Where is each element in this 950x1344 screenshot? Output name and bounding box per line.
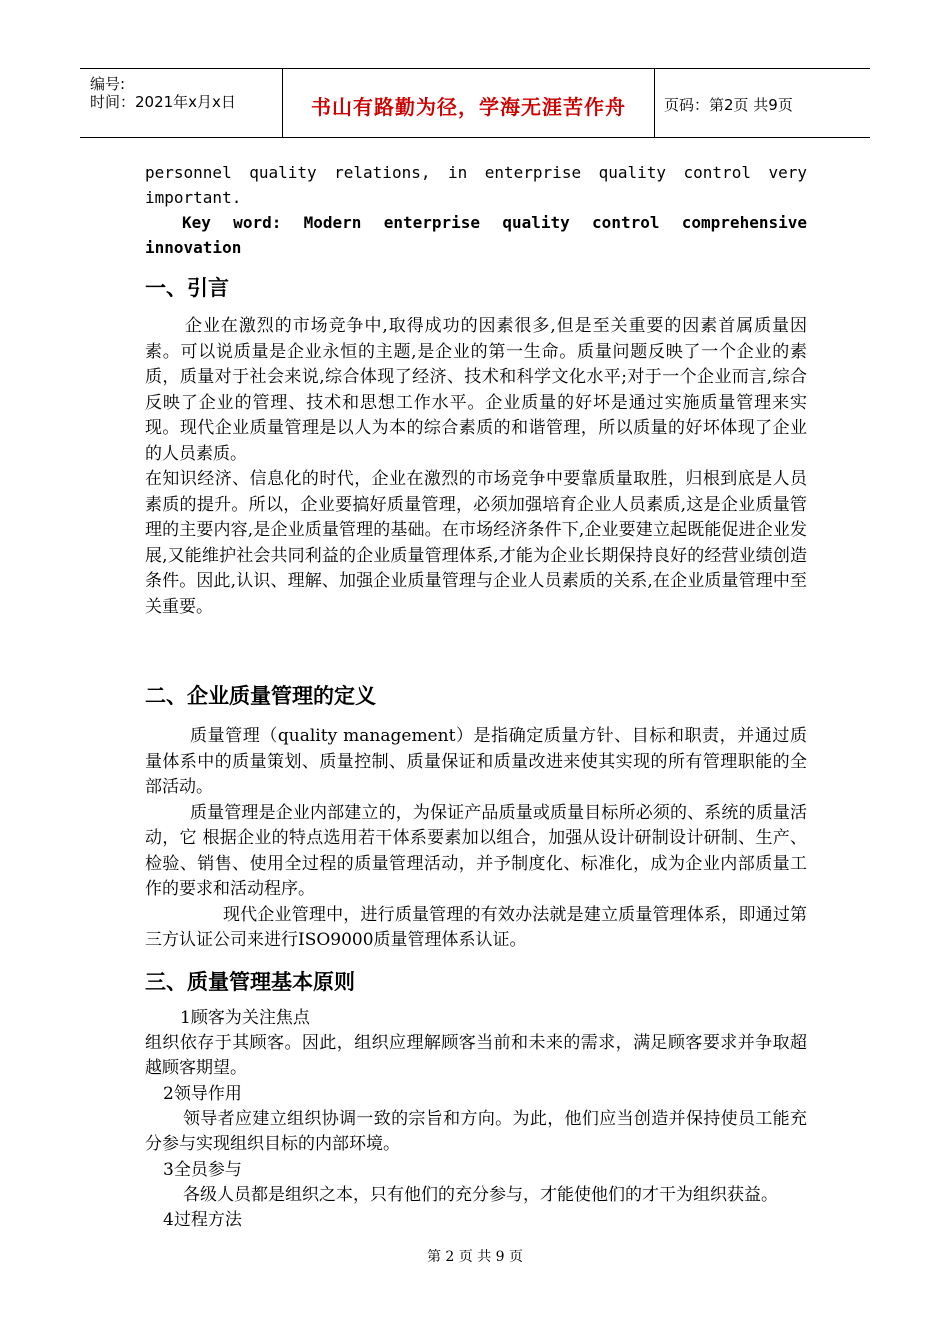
section-heading-definition: 二、企业质量管理的定义 bbox=[145, 684, 376, 708]
header-meta-cell bbox=[80, 69, 283, 137]
principle-text: 组织依存于其顾客。因此，组织应理解顾客当前和未来的需求，满足顾客要求并争取超越顾客期望。 bbox=[145, 1032, 807, 1078]
abstract-line: personnel quality relations, in enterprise quality control very bbox=[145, 163, 807, 182]
page-footer: 第 2 页 共 9 页 bbox=[426, 1249, 524, 1265]
principle-title: 2领导作用 bbox=[163, 1083, 242, 1104]
document-time-label: 时间：2021年x月x日 bbox=[90, 93, 236, 111]
section-heading-principles: 三、质量管理基本原则 bbox=[145, 969, 355, 994]
principle-title: 4过程方法 bbox=[163, 1210, 242, 1230]
paragraph: 质量管理是企业内部建立的，为保证产品质量或质量目标所必须的、系统的质量活动，它 根据企业的特点选用若干体系要素加以组合，加强从设计研制设计研制、生产、检验、销售、使用全过程的质量管理活动，并予制度化、标准化，成为企业内部质量工作的要求和活动程序。 bbox=[145, 802, 807, 899]
paragraph: 质量管理（quality management）是指确定质量方针、目标和职责，并通过质量体系中的质量策划、质量控制、质量保证和质量改进来使其实现的所有管理职能的全部活动。 bbox=[145, 726, 807, 797]
keywords-line: innovation bbox=[145, 238, 242, 257]
header-motto-cell bbox=[283, 69, 655, 137]
section-heading-introduction: 一、引言 bbox=[145, 276, 229, 300]
keywords-line: Key word: Modern enterprise quality control comprehensive bbox=[182, 213, 807, 232]
abstract-line: important. bbox=[145, 188, 242, 207]
principle-text: 各级人员都是组织之本，只有他们的充分参与，才能使他们的才干为组织获益。 bbox=[183, 1184, 778, 1205]
header-motto: 书山有路勤为径，学海无涯苦作舟 bbox=[311, 95, 626, 119]
paragraph: 企业在激烈的市场竞争中,取得成功的因素很多,但是至关重要的因素首属质量因素。可以说质量是企业永恒的主题,是企业的第一生命。质量问题反映了一个企业的素质，质量对于社会来说,综合体现了经济、技术和科学文化水平;对于一个企业而言,综合反映了企业的管理、技术和思想工作水平。企业质量的好坏是通过实施质量管理来实现。现代企业质量管理是以人为本的综合素质的和谐管理，所以质量的好坏体现了企业的人员素质。 bbox=[145, 316, 807, 464]
principle-title: 1顾客为关注焦点 bbox=[180, 1007, 310, 1028]
paragraph: 在知识经济、信息化的时代，企业在激烈的市场竞争中要靠质量取胜，归根到底是人员素质的提升。所以，企业要搞好质量管理，必须加强培育企业人员素质,这是企业质量管理的主要内容,是企业质量管理的基础。在市场经济条件下,企业要建立起既能促进企业发展,又能维护社会共同利益的企业质量管理体系,才能为企业长期保持良好的经营业绩创造条件。因此,认识、理解、加强企业质量管理与企业人员素质的关系,在企业质量管理中至关重要。 bbox=[145, 469, 807, 617]
page-header bbox=[80, 68, 870, 138]
document-number-label: 编号: bbox=[90, 75, 126, 93]
principle-text: 领导者应建立组织协调一致的宗旨和方向。为此，他们应当创造并保持使员工能充分参与实现组织目标的内部环境。 bbox=[145, 1108, 807, 1154]
principle-title: 3全员参与 bbox=[163, 1159, 242, 1180]
paragraph: 现代企业管理中，进行质量管理的有效办法就是建立质量管理体系，即通过第三方认证公司来进行ISO9000质量管理体系认证。 bbox=[145, 904, 807, 950]
header-page-info: 页码：第2页 共9页 bbox=[664, 96, 793, 114]
document-body bbox=[145, 160, 807, 1233]
header-page-cell bbox=[656, 69, 870, 137]
